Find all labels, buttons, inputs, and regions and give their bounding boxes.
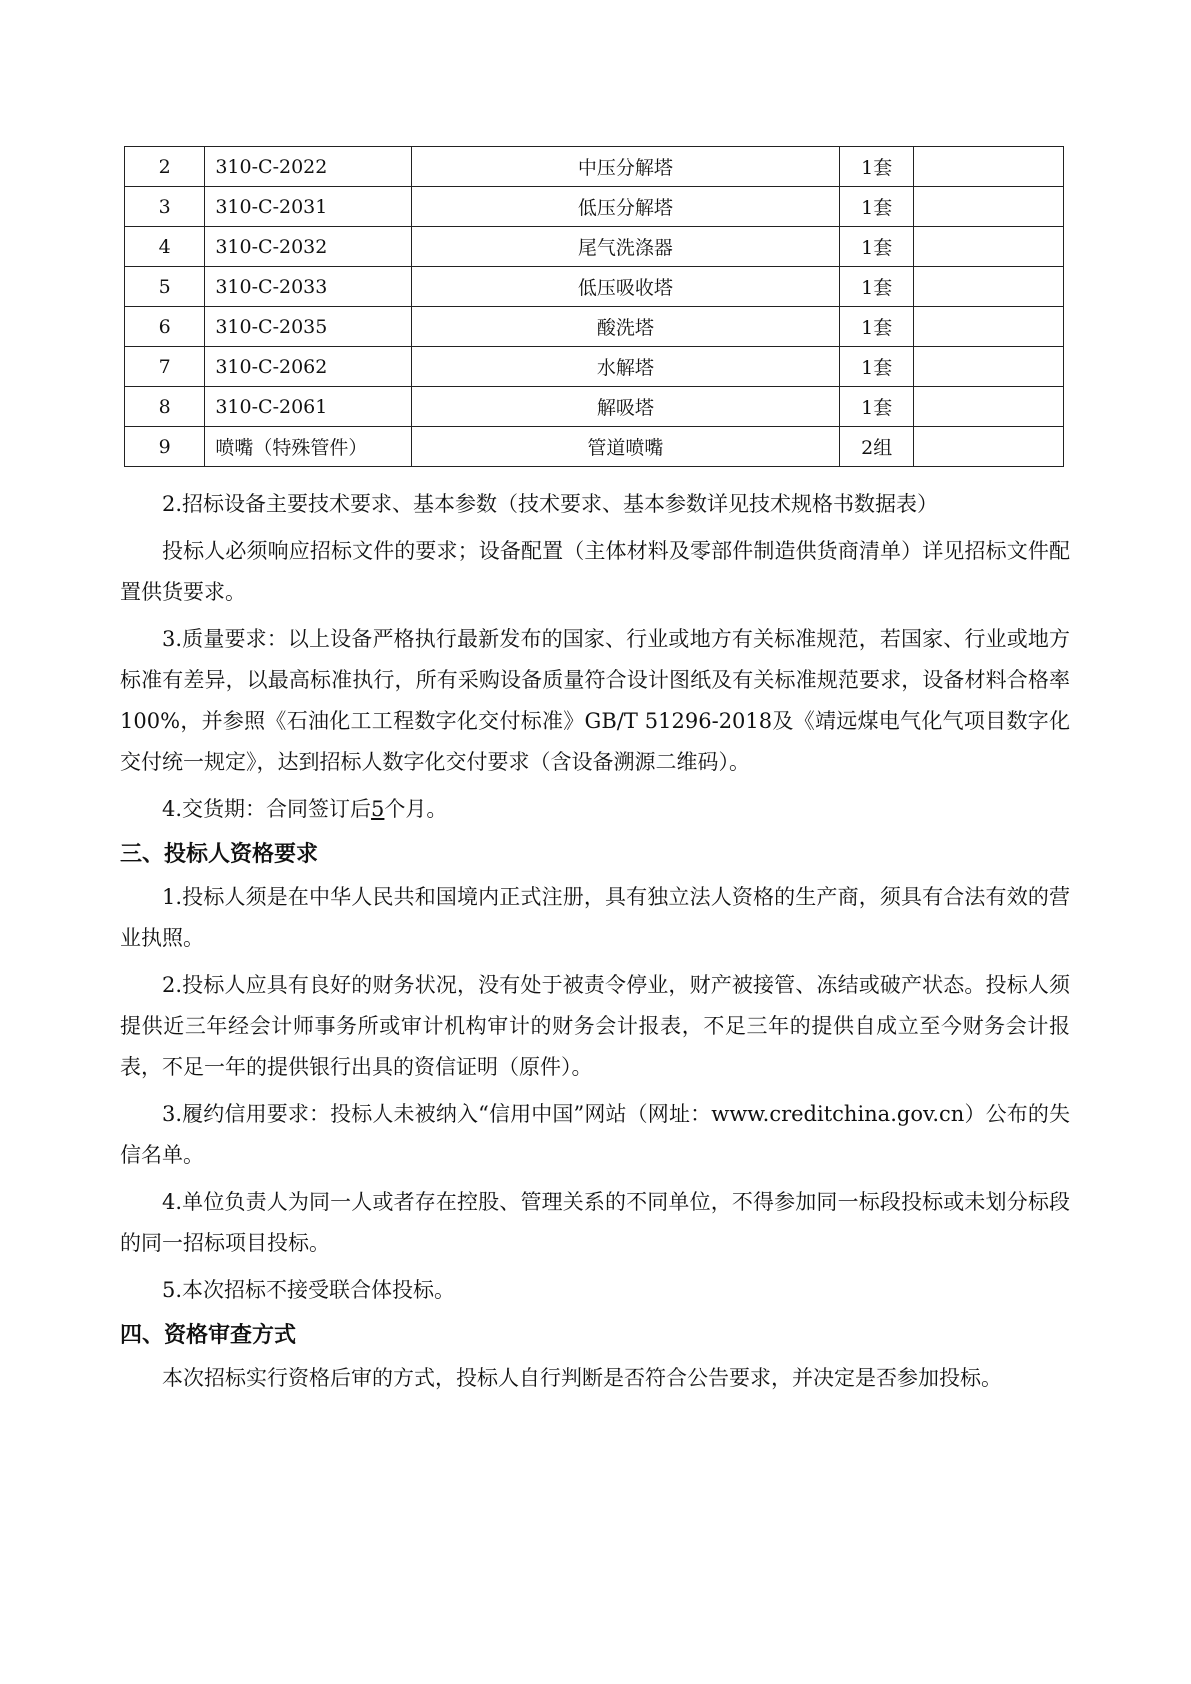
qualification-item-2: 2.投标人应具有良好的财务状况，没有处于被责令停业，财产被接管、冻结或破产状态。投标人须提供近三年经会计师事务所或审计机构审计的财务会计报表，不足三年的提供自成立至今财务会计报表，不足一年的提供银行出具的资信证明（原件）。 [120,973,1070,1079]
equipment-name-cell: 酸洗塔 [411,307,839,347]
delivery-suffix: 个月。 [384,797,448,821]
table-row [125,307,1064,347]
remarks-cell [914,347,1064,387]
equipment-name-cell: 水解塔 [411,347,839,387]
row-number-cell: 9 [125,427,205,467]
equipment-table-body [125,147,1064,467]
quantity-cell: 1套 [839,387,913,427]
row-number-cell: 3 [125,187,205,227]
row-number-cell: 2 [125,147,205,187]
quantity-cell: 1套 [839,307,913,347]
document-body [120,484,1070,1399]
section-heading-qualifications: 三、投标人资格要求 [120,842,319,867]
remarks-cell [914,147,1064,187]
quantity-cell: 2组 [839,427,913,467]
equipment-code-cell: 310-C-2062 [205,347,412,387]
remarks-cell [914,227,1064,267]
row-number-cell: 7 [125,347,205,387]
row-number-cell: 5 [125,267,205,307]
delivery-period-paragraph [120,789,1070,830]
table-row [125,187,1064,227]
equipment-name-cell: 低压吸收塔 [411,267,839,307]
remarks-cell [914,267,1064,307]
quantity-cell: 1套 [839,267,913,307]
equipment-code-cell: 喷嘴（特殊管件） [205,427,412,467]
qualification-item-1: 1.投标人须是在中华人民共和国境内正式注册，具有独立法人资格的生产商，须具有合法有效的营业执照。 [120,885,1070,950]
equipment-name-cell: 低压分解塔 [411,187,839,227]
table-row [125,347,1064,387]
remarks-cell [914,187,1064,227]
equipment-name-cell: 尾气洗涤器 [411,227,839,267]
table-row [125,267,1064,307]
table-row [125,227,1064,267]
quantity-cell: 1套 [839,147,913,187]
qualification-item-3: 3.履约信用要求：投标人未被纳入“信用中国”网站（网址：www.creditchina.gov.cn）公布的失信名单。 [120,1102,1070,1167]
row-number-cell: 4 [125,227,205,267]
quality-requirements-paragraph: 3.质量要求：以上设备严格执行最新发布的国家、行业或地方有关标准规范，若国家、行业或地方标准有差异，以最高标准执行，所有采购设备质量符合设计图纸及有关标准规范要求，设备材料合格率100%，并参照《石油化工工程数字化交付标准》GB/T 51296-2018及《靖远煤电气化气项目数字化交付统一规定》，达到招标人数字化交付要求（含设备溯源二维码）。 [120,627,1070,774]
row-number-cell: 6 [125,307,205,347]
quantity-cell: 1套 [839,227,913,267]
delivery-prefix: 4.交货期：合同签订后 [162,797,372,821]
qualification-item-4: 4.单位负责人为同一人或者存在控股、管理关系的不同单位，不得参加同一标段投标或未划分标段的同一招标项目投标。 [120,1190,1070,1255]
remarks-cell [914,387,1064,427]
bidder-response-paragraph: 投标人必须响应招标文件的要求；设备配置（主体材料及零部件制造供货商清单）详见招标文件配置供货要求。 [120,539,1070,604]
table-row [125,387,1064,427]
equipment-code-cell: 310-C-2032 [205,227,412,267]
remarks-cell [914,307,1064,347]
equipment-code-cell: 310-C-2061 [205,387,412,427]
table-row [125,427,1064,467]
row-number-cell: 8 [125,387,205,427]
qualification-item-5: 5.本次招标不接受联合体投标。 [162,1278,456,1302]
equipment-code-cell: 310-C-2022 [205,147,412,187]
tech-requirements-paragraph: 2.招标设备主要技术要求、基本参数（技术要求、基本参数详见技术规格书数据表） [162,492,939,516]
equipment-name-cell: 中压分解塔 [411,147,839,187]
equipment-code-cell: 310-C-2031 [205,187,412,227]
equipment-code-cell: 310-C-2035 [205,307,412,347]
equipment-code-cell: 310-C-2033 [205,267,412,307]
delivery-months-value: 5 [371,797,385,821]
review-method-paragraph: 本次招标实行资格后审的方式，投标人自行判断是否符合公告要求，并决定是否参加投标。 [162,1366,1002,1390]
remarks-cell [914,427,1064,467]
equipment-table [124,146,1064,467]
equipment-name-cell: 管道喷嘴 [411,427,839,467]
quantity-cell: 1套 [839,187,913,227]
table-row [125,147,1064,187]
section-heading-review-method: 四、资格审查方式 [120,1323,297,1348]
quantity-cell: 1套 [839,347,913,387]
equipment-name-cell: 解吸塔 [411,387,839,427]
